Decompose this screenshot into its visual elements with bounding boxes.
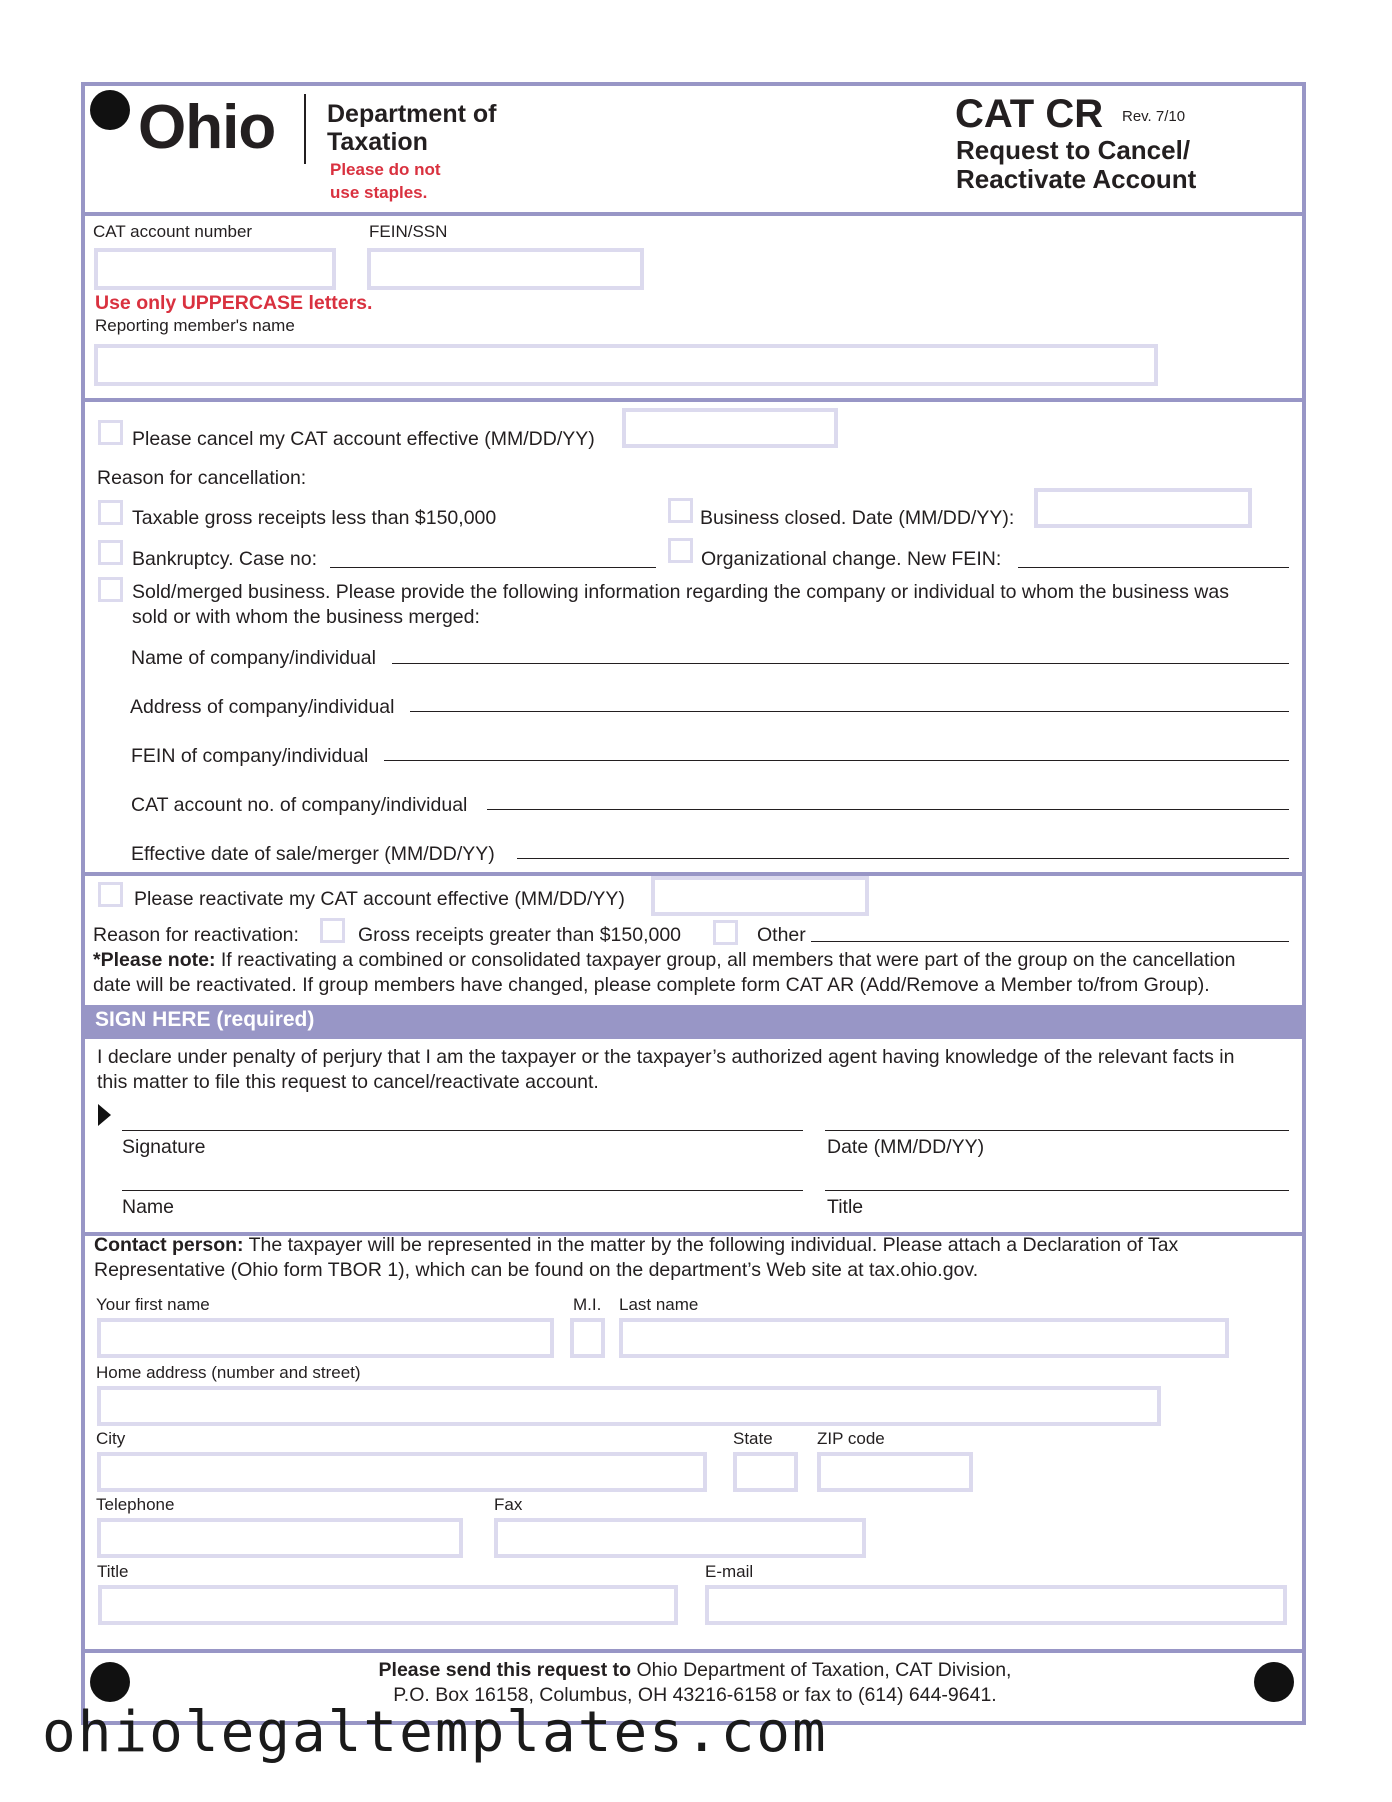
- name-company-label: Name of company/individual: [131, 647, 376, 669]
- signature-line[interactable]: [122, 1130, 803, 1131]
- mi-input[interactable]: [570, 1318, 605, 1358]
- first-name-label: Your first name: [96, 1295, 210, 1314]
- sign-banner-text: SIGN HERE (required): [95, 1008, 315, 1031]
- state-label: State: [733, 1429, 773, 1448]
- cancel-date-input[interactable]: [622, 408, 838, 448]
- bankruptcy-case-line[interactable]: [330, 567, 656, 568]
- reactivate-checkbox[interactable]: [98, 882, 123, 907]
- home-address-label: Home address (number and street): [96, 1363, 361, 1382]
- city-label: City: [96, 1429, 126, 1448]
- bankruptcy-label: Bankruptcy. Case no:: [132, 548, 317, 570]
- address-company-line[interactable]: [410, 711, 1289, 712]
- uppercase-note: Use only UPPERCASE letters.: [95, 292, 373, 314]
- punch-hole-bottom-left: [90, 1662, 130, 1702]
- mailing-instructions: Please send this request to Ohio Department of Taxation, CAT Division, P.O. Box 16158, Columbus, OH 43216-6158 or fax to (614) 644-9641.: [378, 1659, 1012, 1706]
- cat-company-line[interactable]: [487, 809, 1289, 810]
- fein-company-label: FEIN of company/individual: [131, 745, 369, 767]
- city-input[interactable]: [97, 1452, 707, 1492]
- contact-intro: Contact person: The taxpayer will be represented in the matter by the following individual. Please attach a Declaration of Tax Representative (Ohio form TBOR 1), which can be found on the department’s Web site at tax.ohio.gov.: [94, 1234, 1179, 1281]
- title-label: Title: [827, 1196, 864, 1218]
- name-company-line[interactable]: [392, 663, 1289, 664]
- fax-label: Fax: [494, 1495, 523, 1514]
- new-fein-line[interactable]: [1018, 567, 1289, 568]
- cancel-label: Please cancel my CAT account effective (MM/DD/YY): [132, 428, 595, 450]
- divider-header: [81, 212, 1306, 216]
- gross-less-checkbox[interactable]: [98, 500, 123, 525]
- name-line[interactable]: [122, 1190, 803, 1191]
- reactivate-note: *Please note: If reactivating a combined or consolidated taxpayer group, all members that were part of the group on the cancellation date will be reactivated. If group members have changed, please complete form CAT AR (Add/Remove a Member to/from Group).: [93, 949, 1236, 996]
- fax-input[interactable]: [494, 1518, 866, 1558]
- cancel-checkbox[interactable]: [98, 420, 123, 445]
- business-closed-checkbox[interactable]: [668, 498, 693, 523]
- date-line[interactable]: [825, 1130, 1289, 1131]
- other-label: Other: [757, 924, 806, 946]
- contact-title-input[interactable]: [98, 1585, 678, 1625]
- cat-account-input[interactable]: [94, 248, 336, 290]
- last-name-input[interactable]: [619, 1318, 1229, 1358]
- reactivate-label: Please reactivate my CAT account effective (MM/DD/YY): [134, 888, 625, 910]
- dept-name: Department of Taxation: [327, 100, 497, 156]
- first-name-input[interactable]: [97, 1318, 554, 1358]
- other-line[interactable]: [811, 941, 1289, 942]
- cancel-reason-label: Reason for cancellation:: [97, 467, 307, 489]
- name-label: Name: [122, 1196, 175, 1218]
- form-title: Request to Cancel/ Reactivate Account: [956, 135, 1197, 194]
- fein-label: FEIN/SSN: [369, 222, 448, 241]
- sold-merged-text: Sold/merged business. Please provide the following information regarding the company or individual to whom the business was sold or with whom the business merged:: [132, 581, 1229, 628]
- effective-sale-line[interactable]: [517, 858, 1289, 859]
- signature-label: Signature: [122, 1136, 206, 1158]
- site-watermark: ohiolegaltemplates.com: [42, 1700, 828, 1765]
- reactivate-date-input[interactable]: [651, 876, 869, 916]
- contact-title-label: Title: [97, 1562, 129, 1581]
- telephone-label: Telephone: [96, 1495, 175, 1514]
- mi-label: M.I.: [573, 1295, 602, 1314]
- form-code: CAT CR: [955, 92, 1104, 136]
- effective-sale-label: Effective date of sale/merger (MM/DD/YY): [131, 843, 495, 865]
- telephone-input[interactable]: [97, 1518, 463, 1558]
- gross-less-label: Taxable gross receipts less than $150,000: [132, 507, 497, 529]
- home-address-input[interactable]: [97, 1386, 1161, 1426]
- gross-greater-label: Gross receipts greater than $150,000: [358, 924, 682, 946]
- gross-greater-checkbox[interactable]: [320, 918, 345, 943]
- cat-account-label: CAT account number: [93, 222, 253, 241]
- sign-arrow-icon: [98, 1104, 111, 1126]
- revision: Rev. 7/10: [1122, 108, 1186, 125]
- cat-company-label: CAT account no. of company/individual: [131, 794, 468, 816]
- punch-hole-bottom-right: [1254, 1662, 1294, 1702]
- divider-account: [81, 398, 1306, 402]
- email-label: E-mail: [705, 1562, 754, 1581]
- no-staples-note: Please do not use staples.: [330, 160, 441, 202]
- address-company-label: Address of company/individual: [130, 696, 395, 718]
- title-line[interactable]: [825, 1190, 1289, 1191]
- fein-input[interactable]: [367, 248, 644, 290]
- email-input[interactable]: [705, 1585, 1287, 1625]
- member-name-input[interactable]: [94, 344, 1158, 386]
- date-label: Date (MM/DD/YY): [827, 1136, 985, 1158]
- fein-company-line[interactable]: [384, 760, 1289, 761]
- org-change-checkbox[interactable]: [668, 538, 693, 563]
- closed-date-input[interactable]: [1034, 488, 1252, 528]
- punch-hole-top-left: [90, 90, 130, 130]
- zip-input[interactable]: [817, 1452, 973, 1492]
- other-checkbox[interactable]: [713, 920, 738, 945]
- zip-label: ZIP code: [817, 1429, 885, 1448]
- divider-contact: [81, 1649, 1306, 1653]
- state-input[interactable]: [733, 1452, 798, 1492]
- last-name-label: Last name: [619, 1295, 699, 1314]
- ohio-logo: Ohio: [138, 93, 276, 162]
- reactivate-reason-label: Reason for reactivation:: [93, 924, 299, 946]
- logo-divider: [304, 94, 306, 164]
- member-name-label: Reporting member's name: [95, 316, 295, 335]
- org-change-label: Organizational change. New FEIN:: [701, 548, 1002, 570]
- sold-merged-checkbox[interactable]: [98, 577, 123, 602]
- bankruptcy-checkbox[interactable]: [98, 540, 123, 565]
- business-closed-label: Business closed. Date (MM/DD/YY):: [700, 507, 1015, 529]
- declaration-text: I declare under penalty of perjury that I am the taxpayer or the taxpayer’s authorized agent having knowledge of the relevant facts in this matter to file this request to cancel/reactivate account.: [97, 1046, 1235, 1093]
